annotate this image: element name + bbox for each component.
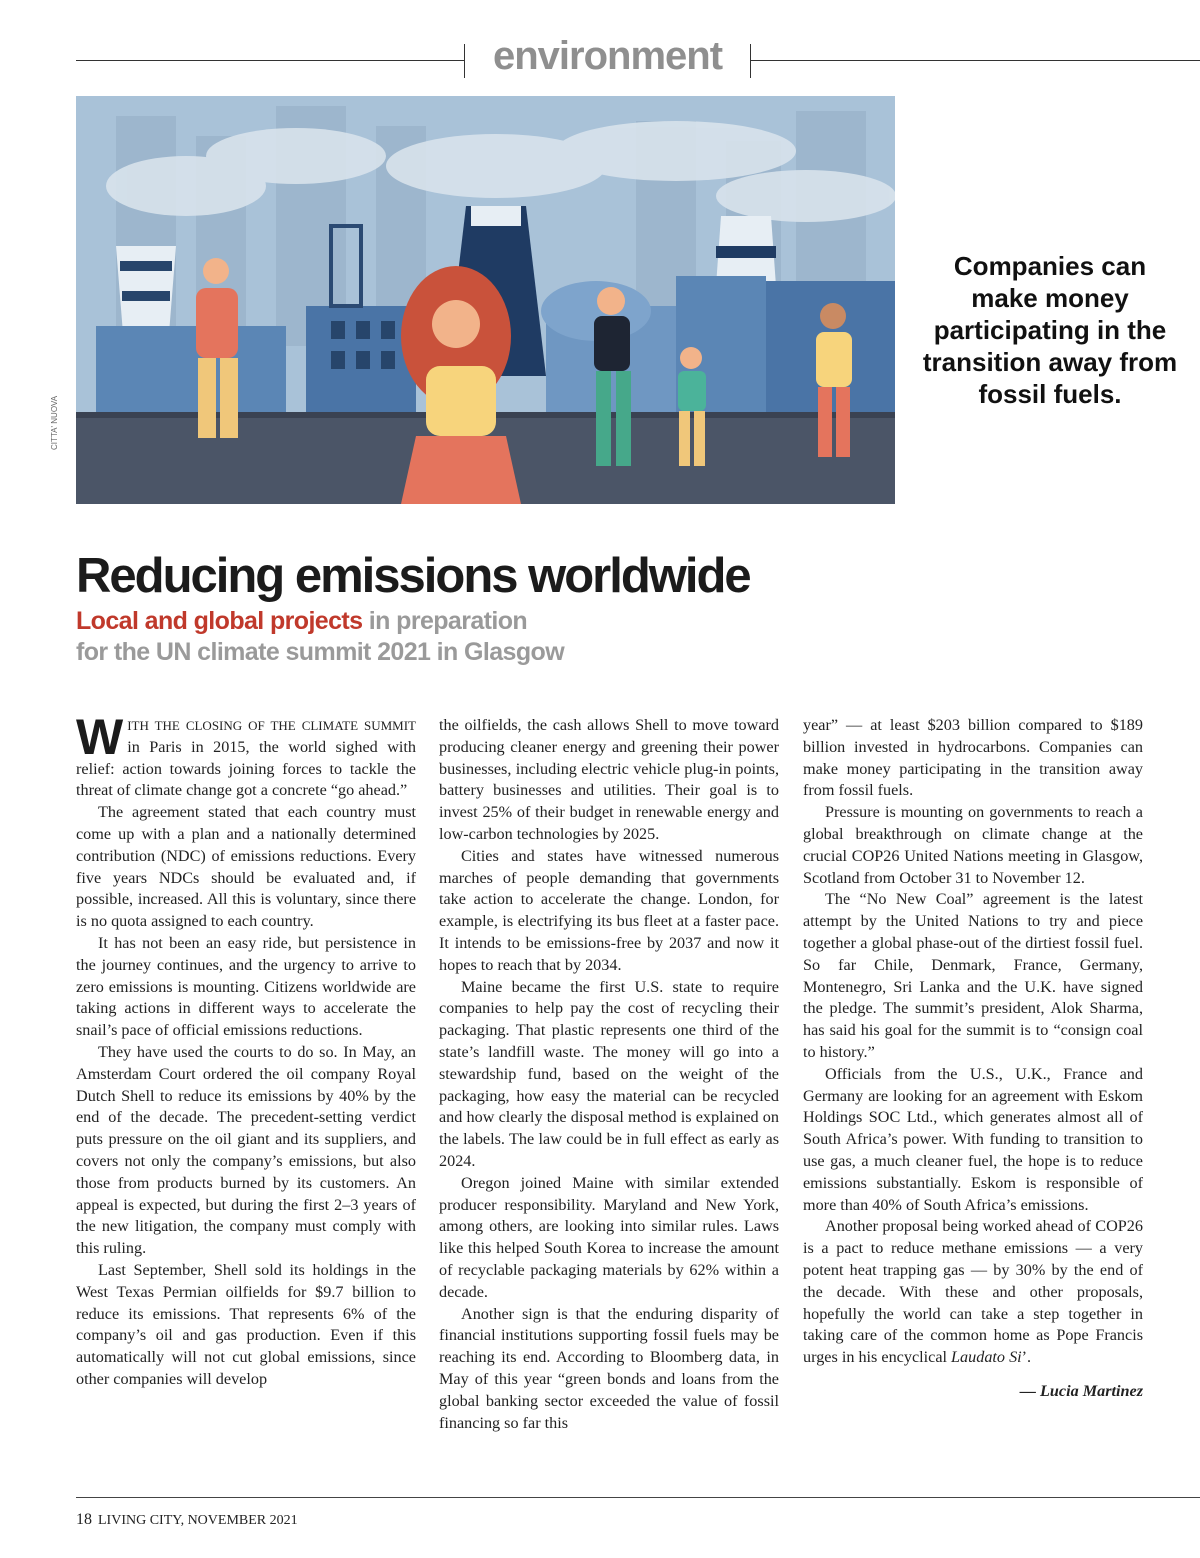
page-number: 18: [76, 1511, 92, 1528]
section-rule-left: [76, 60, 464, 61]
paragraph: Officials from the U.S., U.K., France and Germany are looking for an agreement with Eskom Holdings SOC Ltd., which generates almost all of South Africa’s power. With funding to transition to use gas, a much cleaner fuel, the hope is to reduce emissions substantially. Eskom is responsible of more than 40% of South Africa’s emissions.: [803, 1064, 1143, 1214]
paragraph: Oregon joined Maine with similar extended producer responsibility. Maryland and New York, among others, are looking into similar rules. Laws like this helped South Korea to increase the amount of recyclable packaging materials by 62% within a decade.: [439, 1173, 779, 1301]
article-column-3: [803, 715, 1143, 1403]
footer-rule: [76, 1497, 1200, 1498]
paragraph: Pressure is mounting on governments to reach a global breakthrough on climate change at the crucial COP26 United Nations meeting in Glasgow, Scotland from October 31 to November 12.: [803, 803, 1143, 887]
subhead: [76, 606, 564, 668]
publication-info: LIVING CITY, NOVEMBER 2021: [98, 1513, 298, 1528]
paragraph: The “No New Coal” agreement is the latest attempt by the United Nations to try and piece together a global phase-out of the dirtiest fossil fuel. So far Chile, Denmark, France, Germany, Montenegro, Sri Lanka and the U.K. have signed the pledge. The summit’s president, Alok Sharma, has said his goal for the summit is to “consign coal to history.”: [803, 890, 1143, 1061]
paragraph: The agreement stated that each country must come up with a plan and a nationally determined contribution (NDC) of emissions reductions. Every five years NDCs should be evaluated and, if possible, increased. All this is voluntary, since there is no quota assigned to each country.: [76, 803, 416, 931]
encyclical-title: Laudato Si: [951, 1348, 1022, 1367]
page-footer: [76, 1511, 298, 1529]
lead-paragraph: [76, 709, 416, 802]
subhead-line2: for the UN climate summit 2021 in Glasgow: [76, 638, 565, 666]
factory-scene-illustration: [76, 96, 895, 504]
pull-quote: Companies can make money participating in the transition away from fossil fuels.: [922, 251, 1178, 409]
drop-cap: W: [76, 709, 124, 765]
paragraph: Maine became the first U.S. state to require companies to help pay the cost of recycling their packaging. That plastic represents one third of the state’s landfill waste. The money will go into a stewardship fund, based on the weight of the packaging, how easy the material can be recycled and how clearly the disposal method is explained on the labels. The law could be in full effect as early as 2024.: [439, 977, 779, 1170]
hero-illustration: [76, 96, 895, 504]
section-bar-left: [464, 44, 465, 78]
paragraph-continued: year” — at least $203 billion compared to $189 billion invested in hydrocarbons. Companies can make money participating in the transition away from fossil fuels.: [803, 716, 1143, 800]
article-column-2: [439, 715, 779, 1434]
headline: Reducing emissions worldwide: [76, 549, 750, 603]
byline: — Lucia Martinez: [1019, 1381, 1143, 1400]
paragraph: Last September, Shell sold its holdings in the West Texas Permian oilfields for $9.7 billion to reduce its emissions. That represents 6% of the company’s oil and gas production. Even if this automatically will not cut global emissions, since other companies will develop: [76, 1260, 416, 1388]
photo-credit: CITTA' NUOVA: [50, 395, 59, 450]
paragraph: Another sign is that the enduring disparity of financial institutions supporting fossil fuels may be reaching its end. According to Bloomberg data, in May of this year “green bonds and loans from the global banking sector exceeded the value of fossil financing so far this: [439, 1304, 779, 1432]
section-title: environment: [492, 34, 723, 78]
lead-smallcaps: ITH THE CLOSING OF THE CLIMATE SUMMIT: [127, 718, 416, 733]
paragraph-continued: the oilfields, the cash allows Shell to move toward producing cleaner energy and greening their power businesses, including electric vehicle plug-in points, battery businesses and utilities. Their goal is to invest 25% of their budget in renewable energy and low-carbon technologies by 2025.: [439, 716, 779, 843]
final-text: Another proposal being worked ahead of COP26 is a pact to reduce methane emissions — a very potent heat trapping gas — by 30% by the end of the decade. With these and other proposals, hopefully the world can take a step together in taking care of the common home as Pope Francis urges in his encyclical: [803, 1217, 1143, 1367]
lead-rest: in Paris in 2015, the world sighed with relief: action towards joining forces to tackle the threat of climate change got a concrete “go ahead.”: [76, 737, 416, 800]
paragraph: Cities and states have witnessed numerous marches of people demanding that governments take action to accelerate the change. London, for example, is electrifying its bus fleet at a faster pace. It intends to be emissions-free by 2037 and now it hopes to reach that by 2034.: [439, 846, 779, 974]
section-bar-right: [750, 44, 751, 78]
subhead-line1: in preparation: [362, 607, 528, 635]
paragraph: They have used the courts to do so. In May, an Amsterdam Court ordered the oil company Royal Dutch Shell to reduce its emissions by 40% by the end of the decade. The precedent-setting verdict puts pressure on the oil giant and its suppliers, and covers not only the company’s emissions, but also those from products burned by its customers. An appeal is expected, but during the first 2–3 years of the new litigation, the company must comply with this ruling.: [76, 1042, 416, 1258]
final-end: ’.: [1021, 1348, 1032, 1367]
subhead-accent: Local and global projects: [76, 607, 363, 635]
article-column-1: [76, 709, 416, 1391]
section-rule-right: [750, 60, 1200, 61]
paragraph: It has not been an easy ride, but persistence in the journey continues, and the urgency to arrive to zero emissions is mounting. Citizens worldwide are taking actions in different ways to accelerate the snail’s pace of official emissions reductions.: [76, 933, 416, 1040]
paragraph-final: [803, 1216, 1143, 1369]
